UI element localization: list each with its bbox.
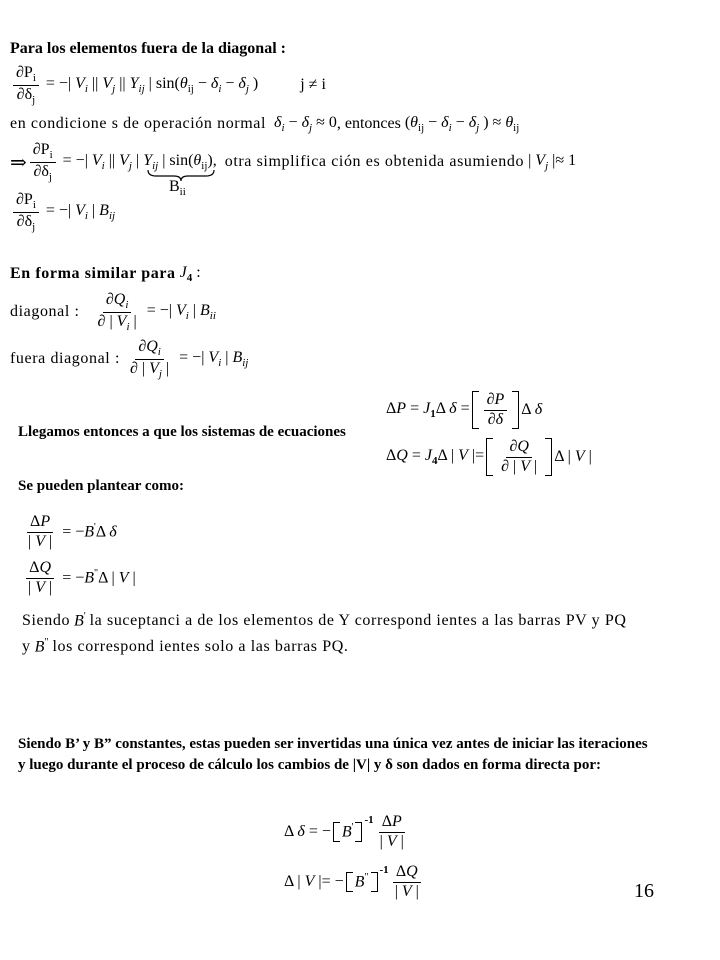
page-number: 16 — [634, 880, 654, 902]
equation-delta-p: $\Delta P = J_1\Delta$ δ = $\frac{\partial P}{\partial\delta}$ Δ δ — [386, 391, 543, 428]
siendo-b-prime-line: Siendo B' la suceptanci a de los elementos de Y correspond ientes a las barras PV y PQ — [22, 611, 627, 630]
siendo-b-double-prime-text: los correspond ientes solo a las barras PQ. — [52, 638, 349, 655]
plantear-text: Se pueden plantear como: — [18, 478, 184, 494]
equation-diagonal: diagonal : $\frac{\partial Q_i}{\partial | V_i |}$ = −| $V_i$ | $B_{ii}$ — [10, 290, 216, 333]
diagonal-label: diagonal : — [10, 303, 80, 320]
equation-delta-delta: Δ δ = − B' -1 $\frac{\Delta P}{| V |}$ — [284, 813, 404, 850]
siendo-b-double-prime-line: y B" los correspond ientes solo a las barras PQ. — [22, 637, 349, 656]
equation-fuera-diagonal: fuera diagonal : $\frac{\partial Q_i}{\partial | V_j |}$ = −| $V_i$ | $B_{ij}$ — [10, 337, 249, 380]
llegamos-text: Llegamos entonces a que los sistemas de ecuaciones — [18, 424, 346, 440]
equation-delta-q: $\Delta Q = J_4\Delta$ | V |= $\frac{\partial Q}{\partial | V |}$ Δ | V | — [386, 438, 592, 475]
paragraph-line-1: Siendo B’ y B” constantes, estas pueden ser invertidas una única vez antes de iniciar las iteraciones — [18, 736, 648, 752]
siendo-word: Siendo — [22, 612, 71, 629]
j4-intro: En forma similar para $J_4$ : — [10, 263, 201, 285]
siendo-b-prime-text: la suceptanci a de los elementos de Y correspond ientes a las barras PV y PQ — [89, 612, 627, 629]
entonces-text: , entonces — [336, 115, 401, 132]
fuera-diagonal-label: fuera diagonal : — [10, 350, 120, 367]
y-word: y — [22, 638, 31, 655]
implies-text: otra simplifica ción es obtenida asumiendo — [224, 153, 525, 170]
paragraph-line-2: y luego durante el proceso de cálculo los cambios de |V| y δ son dados en forma directa por: — [18, 757, 601, 773]
equation-dp-bij: $\frac{\partial P_i}{\partial\delta_j}$ = −| $V_i$ | $B_{ij}$ — [10, 190, 115, 234]
equation-delta-v: Δ | V |= − B" -1 $\frac{\Delta Q}{| V |}$ — [284, 863, 419, 900]
equation-normal-condition: en condicione s de operación normal $\delta_i - \delta_j \approx 0$ , entonces ($\theta_{ij} - \delta_i - \delta_j$ ) ≈ $\theta_{ij}$ — [10, 113, 520, 135]
intro-heading: Para los elementos fuera de la diagonal : — [10, 40, 286, 57]
condition-text: en condicione s de operación normal — [10, 115, 267, 132]
brace-label: $B_{ii}$ — [169, 178, 186, 199]
equation-b-prime: $\frac{\Delta P}{| V |}$ = −B'Δ δ — [28, 513, 117, 550]
equation-b-double-prime: $\frac{\Delta Q}{| V |}$ = −B"Δ | V | — [28, 559, 136, 596]
equation-implies: ⇒ $\frac{\partial P_i}{\partial\delta_j}$ = −| $V_i$ || $V_j$ | $Y_{ij}$ | $\sin(\theta_{ij})$, otra simplifica ción es obtenida asumiendo | $V_j$ |≈ 1 — [10, 140, 577, 183]
equation-dp-ddelta: $\frac{\partial P_i}{\partial\delta_j}$ = −| $V_i$ || $V_j$ || $Y_{ij}$ | $\sin(\theta_{ij} - \delta_i - \delta_j$ ) j ≠ i — [10, 63, 326, 107]
j4-intro-text: En forma similar para — [10, 265, 176, 282]
